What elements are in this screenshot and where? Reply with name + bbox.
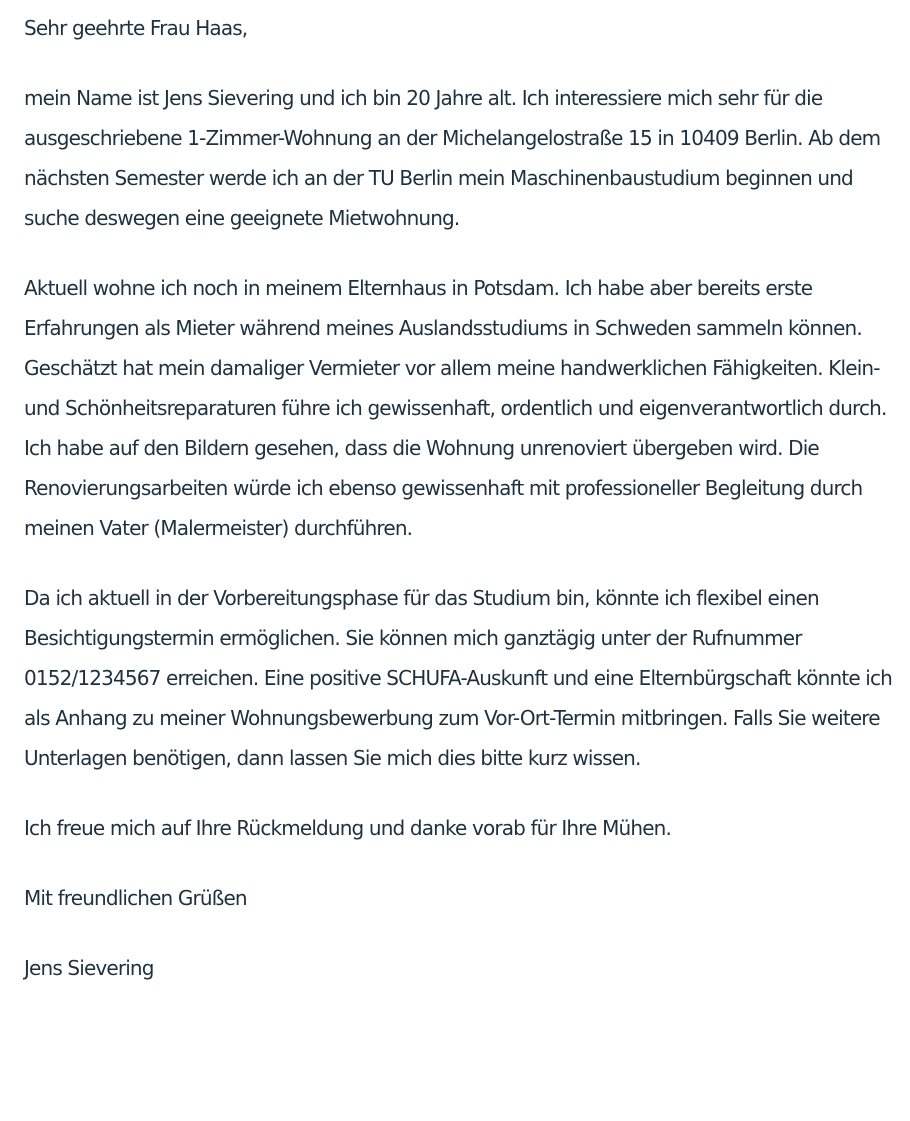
- signature: Jens Sievering: [24, 956, 154, 980]
- paragraph-availability: Da ich aktuell in der Vorbereitungsphase für das Studium bin, könnte ich flexibel einen Besichtigungstermin ermöglichen. Sie können mich ganztägig unter der Rufnummer 0152/1234567 erreichen. Eine positive SCHUFA-Auskunft und eine Elternbürgschaft könnte ich als Anhang zu meiner Wohnungsbewerbung zum Vor-Ort-Termin mitbringen. Falls Sie weitere Unterlagen benötigen, dann lassen Sie mich dies bitte kurz wissen.: [24, 586, 892, 770]
- application-letter: [24, 8, 896, 988]
- paragraph-thanks: Ich freue mich auf Ihre Rückmeldung und danke vorab für Ihre Mühen.: [24, 816, 671, 840]
- paragraph-introduction: mein Name ist Jens Sievering und ich bin 20 Jahre alt. Ich interessiere mich sehr für die ausgeschriebene 1-Zimmer-Wohnung an der Michelangelostraße 15 in 10409 Berlin. Ab dem nächsten Semester werde ich an der TU Berlin mein Maschinenbaustudium beginnen und suche deswegen eine geeignete Mietwohnung.: [24, 86, 881, 230]
- salutation: Sehr geehrte Frau Haas,: [24, 16, 248, 40]
- paragraph-experience: Aktuell wohne ich noch in meinem Elternhaus in Potsdam. Ich habe aber bereits erste Erfahrungen als Mieter während meines Auslandsstudiums in Schweden sammeln können. Geschätzt hat mein damaliger Vermieter vor allem meine handwerklichen Fähigkeiten. Klein- und Schönheitsreparaturen führe ich gewissenhaft, ordentlich und eigenverantwortlich durch. Ich habe auf den Bildern gesehen, dass die Wohnung unrenoviert übergeben wird. Die Renovierungsarbeiten würde ich ebenso gewissenhaft mit professioneller Begleitung durch meinen Vater (Malermeister) durchführen.: [24, 276, 887, 540]
- closing: Mit freundlichen Grüßen: [24, 886, 247, 910]
